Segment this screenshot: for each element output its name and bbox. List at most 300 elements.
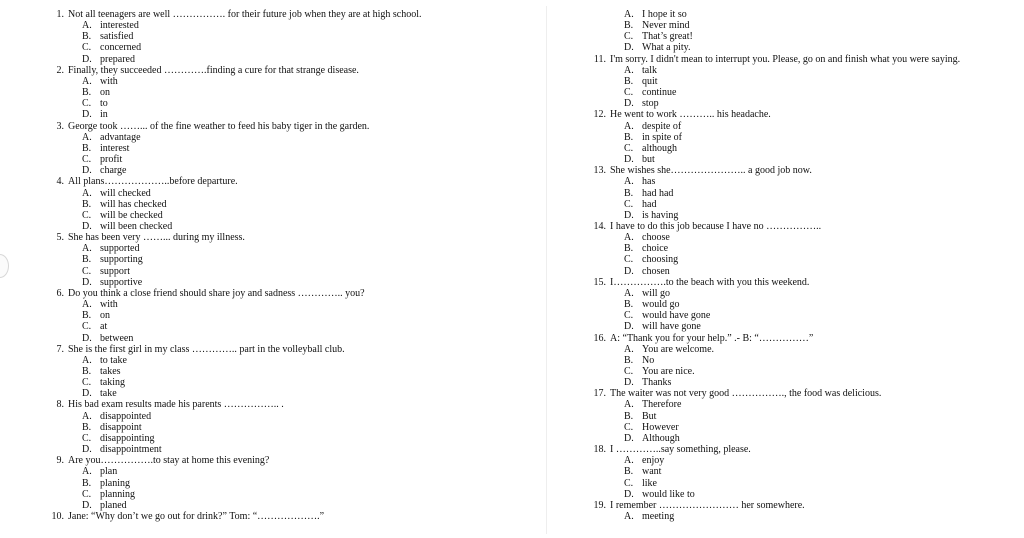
option-text: interest [100,142,130,154]
option-text: You are nice. [642,366,695,377]
question-stem [578,277,1018,288]
question-number: 8. [56,399,64,411]
options-list [578,399,1018,444]
option-text: planing [100,477,130,489]
option-letter: D. [82,276,92,288]
option-letter: A. [82,299,92,311]
question-number: 6. [56,287,64,299]
option-c[interactable] [578,87,1018,98]
question-stem [36,176,506,187]
option-text: Although [642,432,680,444]
option-a[interactable] [578,455,1018,466]
option-c[interactable] [578,366,1018,377]
option-c[interactable] [36,433,506,444]
question-stem [36,344,506,355]
option-letter: A. [82,20,92,32]
options-list [578,511,1018,522]
option-a[interactable] [36,132,506,143]
options-list [36,355,506,400]
question-4 [36,176,506,232]
options-list [36,243,506,288]
question-stem [578,500,1018,511]
option-letter: A. [624,176,634,188]
option-text: had had [642,187,674,199]
option-text: will has checked [100,198,167,210]
option-d[interactable] [578,321,1018,332]
option-d[interactable] [578,98,1018,109]
option-b[interactable] [578,411,1018,422]
option-letter: A. [82,354,92,366]
option-text: interested [100,20,139,32]
option-text: However [642,421,679,433]
question-11 [578,54,1018,110]
option-text: had [642,198,657,210]
question-stem [578,444,1018,455]
option-letter: A. [624,511,634,523]
option-letter: C. [82,432,92,444]
option-d[interactable] [36,333,506,344]
option-text: despite of [642,120,682,132]
option-b[interactable] [578,132,1018,143]
option-d[interactable] [578,154,1018,165]
option-text: with [100,75,118,87]
option-text: on [100,310,110,322]
option-d[interactable] [36,221,506,232]
option-letter: A. [624,64,634,76]
option-letter: D. [624,98,634,110]
question-14 [578,221,1018,277]
page-divider [546,6,547,534]
option-letter: C. [624,477,634,489]
options-list [36,299,506,344]
option-letter: D. [624,154,634,166]
option-letter: A. [624,9,634,20]
option-letter: D. [82,499,92,511]
option-letter: C. [82,321,92,333]
question-text: I …………..say something, please. [610,444,751,456]
option-letter: C. [624,198,634,210]
options-list [578,232,1018,277]
option-text: takes [100,366,121,377]
question-5 [36,232,506,288]
question-7 [36,344,506,400]
option-letter: D. [82,444,92,456]
question-12 [578,109,1018,165]
option-b[interactable] [36,254,506,265]
option-letter: B. [624,354,634,366]
option-text: like [642,477,657,489]
option-text: choice [642,243,669,255]
question-stem [36,121,506,132]
option-text: I hope it so [642,9,687,20]
question-number: 9. [56,455,64,467]
option-letter: D. [624,488,634,500]
question-number: 4. [56,176,64,188]
option-text: would have gone [642,310,711,322]
option-text: disappointed [100,410,152,422]
question-number: 18. [593,444,606,456]
edge-tab[interactable] [0,254,9,278]
question-text: She has been very ……... during my illness. [68,232,245,244]
option-text: concerned [100,42,142,54]
question-text: I have to do this job because I have no …………….. [610,220,822,232]
question-1 [36,9,506,65]
option-text: Therefore [642,399,682,411]
right-column [578,9,1018,522]
question-9 [36,455,506,511]
option-a[interactable] [36,299,506,310]
option-c[interactable] [578,254,1018,265]
option-d[interactable] [578,377,1018,388]
option-letter: D. [82,165,92,177]
option-b[interactable] [36,422,506,433]
option-c[interactable] [578,31,1018,42]
options-list [578,176,1018,221]
option-letter: C. [82,98,92,110]
question-stem [36,232,506,243]
option-c[interactable] [36,98,506,109]
option-b[interactable] [578,76,1018,87]
option-d[interactable] [578,433,1018,444]
option-d[interactable] [578,266,1018,277]
option-c[interactable] [578,199,1018,210]
option-a[interactable] [36,188,506,199]
option-text: charge [100,165,127,177]
option-b[interactable] [36,143,506,154]
option-b[interactable] [578,188,1018,199]
option-c[interactable] [578,310,1018,321]
option-text: although [642,142,677,154]
option-text: planning [100,488,135,500]
option-letter: C. [624,142,634,154]
option-c[interactable] [36,42,506,53]
question-text: I…………….to the beach with you this weekend. [610,276,810,288]
question-text: Are you…………….to stay at home this evening? [68,455,270,467]
question-number: 19. [593,499,606,511]
left-column [36,9,506,522]
option-letter: B. [82,366,92,377]
option-letter: A. [82,466,92,478]
option-c[interactable] [36,321,506,332]
option-c[interactable] [36,210,506,221]
options-list [578,344,1018,389]
option-letter: D. [624,432,634,444]
option-letter: D. [624,265,634,277]
option-text: satisfied [100,31,134,43]
question-text: His bad exam results made his parents …………….. . [68,399,284,411]
option-text: That’s great! [642,31,693,43]
option-letter: A. [624,343,634,355]
option-a[interactable] [578,232,1018,243]
option-letter: A. [82,75,92,87]
option-letter: A. [82,243,92,255]
option-a[interactable] [36,76,506,87]
option-b[interactable] [578,20,1018,31]
option-text: Thanks [642,377,672,389]
question-text: George took ……... of the fine weather to feed his baby tiger in the garden. [68,120,370,132]
options-list [36,132,506,177]
option-d[interactable] [36,500,506,511]
option-a[interactable] [36,355,506,366]
option-text: disappointment [100,444,162,456]
option-text: planed [100,499,127,511]
option-text: quit [642,75,658,87]
question-18 [578,444,1018,500]
option-text: choose [642,232,670,244]
question-text: Jane: “Why don’t we go out for drink?” Tom: “……………….” [68,511,325,523]
option-text: profit [100,154,123,166]
option-letter: A. [624,399,634,411]
option-text: No [642,354,655,366]
question-stem [578,165,1018,176]
question-number: 15. [593,276,606,288]
option-a[interactable] [578,288,1018,299]
options-list [578,455,1018,500]
option-letter: C. [624,254,634,266]
question-13 [578,165,1018,221]
option-letter: B. [82,87,92,99]
option-letter: B. [82,198,92,210]
question-3 [36,121,506,177]
option-text: at [100,321,108,333]
option-text: prepared [100,53,135,65]
question-text: She wishes she………………….. a good job now. [610,165,812,177]
option-letter: B. [82,477,92,489]
question-number: 13. [593,165,606,177]
option-letter: D. [82,388,92,400]
option-text: continue [642,87,677,99]
option-letter: C. [624,310,634,322]
option-text: will go [642,287,671,299]
options-list [578,9,1018,54]
option-letter: C. [624,31,634,43]
question-number: 17. [593,388,606,400]
option-b[interactable] [578,355,1018,366]
option-d[interactable] [36,54,506,65]
question-stem [36,65,506,76]
option-c[interactable] [36,489,506,500]
option-letter: B. [624,243,634,255]
option-text: to [100,98,108,110]
option-letter: B. [624,75,634,87]
option-letter: A. [624,287,634,299]
option-text: choosing [642,254,679,266]
option-text: Never mind [642,20,690,32]
option-text: in [100,109,108,121]
option-letter: A. [82,410,92,422]
option-letter: B. [624,187,634,199]
option-letter: B. [82,31,92,43]
options-list [36,76,506,121]
option-b[interactable] [36,366,506,377]
question-16 [578,333,1018,389]
option-d[interactable] [578,42,1018,53]
option-text: supportive [100,276,143,288]
option-a[interactable] [578,176,1018,187]
option-letter: C. [82,42,92,54]
option-a[interactable] [36,243,506,254]
option-text: will be checked [100,209,163,221]
option-letter: B. [624,131,634,143]
option-d[interactable] [36,444,506,455]
option-a[interactable] [578,65,1018,76]
question-text: All plans………………..before departure. [68,176,238,188]
option-letter: C. [82,209,92,221]
option-text: between [100,332,134,344]
question-17 [578,388,1018,444]
question-stem [36,455,506,466]
option-text: would like to [642,488,695,500]
option-text: talk [642,64,657,76]
option-text: chosen [642,265,670,277]
option-d[interactable] [578,210,1018,221]
option-text: supporting [100,254,143,266]
option-d[interactable] [36,109,506,120]
option-text: disappoint [100,421,142,433]
option-letter: A. [624,232,634,244]
option-text: will have gone [642,321,701,333]
option-letter: A. [624,455,634,467]
option-d[interactable] [36,165,506,176]
option-text: is having [642,209,679,221]
question-number: 16. [593,332,606,344]
option-letter: D. [624,42,634,54]
option-letter: B. [82,421,92,433]
option-text: to take [100,354,127,366]
options-list [36,466,506,511]
option-text: will checked [100,187,151,199]
option-text: disappointing [100,432,155,444]
question-stem [578,54,1018,65]
option-text: with [100,299,118,311]
question-stem [578,221,1018,232]
question-text: I'm sorry. I didn't mean to interrupt you. Please, go on and finish what you were saying. [610,53,961,65]
question-2 [36,65,506,121]
question-text: Finally, they succeeded ………….finding a cure for that strange disease. [68,64,359,76]
option-a[interactable] [36,20,506,31]
option-text: want [642,466,662,478]
option-letter: B. [624,410,634,422]
option-letter: B. [82,254,92,266]
question-text: I remember …………………… her somewhere. [610,499,805,511]
question-19 [578,500,1018,522]
options-list [578,65,1018,110]
option-a[interactable] [578,399,1018,410]
question-stem [578,388,1018,399]
option-text: take [100,388,117,400]
option-b[interactable] [578,299,1018,310]
question-number: 11. [593,53,606,65]
option-letter: C. [82,265,92,277]
question-text: She is the first girl in my class ………….. part in the volleyball club. [68,343,345,355]
option-c[interactable] [578,143,1018,154]
option-letter: D. [624,321,634,333]
options-list [578,288,1018,333]
option-c[interactable] [578,422,1018,433]
option-b[interactable] [578,466,1018,477]
option-letter: A. [82,131,92,143]
option-text: stop [642,98,659,110]
option-text: You are welcome. [642,343,715,355]
option-letter: C. [624,421,634,433]
option-a[interactable] [36,466,506,477]
option-d[interactable] [578,489,1018,500]
option-text: support [100,265,130,277]
question-6 [36,288,506,344]
option-letter: B. [82,142,92,154]
option-b[interactable] [36,478,506,489]
question-number: 2. [56,64,64,76]
option-c[interactable] [36,377,506,388]
option-text: in spite of [642,131,682,143]
option-a[interactable] [36,411,506,422]
question-10 [36,511,506,522]
question-text: Not all teenagers are well ……………. for their future job when they are at high school. [68,9,422,20]
options-list [36,411,506,456]
option-letter: B. [624,299,634,311]
option-letter: A. [624,120,634,132]
question-text: The waiter was not very good ……………., the food was delicious. [610,388,882,400]
option-a[interactable] [578,121,1018,132]
option-text: advantage [100,131,141,143]
option-b[interactable] [36,310,506,321]
option-letter: B. [624,20,634,32]
question-15 [578,277,1018,333]
question-stem [578,109,1018,120]
question-stem [36,288,506,299]
question-number: 1. [56,9,64,20]
option-letter: D. [624,377,634,389]
option-letter: B. [624,466,634,478]
option-b[interactable] [36,199,506,210]
option-a[interactable] [578,511,1018,522]
question-number: 12. [593,109,606,121]
option-text: enjoy [642,455,665,467]
option-letter: D. [82,220,92,232]
option-c[interactable] [36,266,506,277]
option-text: supported [100,243,140,255]
option-text: taking [100,377,125,389]
option-letter: D. [82,332,92,344]
option-letter: D. [82,53,92,65]
option-b[interactable] [36,87,506,98]
option-c[interactable] [578,478,1018,489]
option-text: will been checked [100,220,173,232]
option-b[interactable] [578,243,1018,254]
question-number: 10. [51,511,64,523]
option-text: but [642,154,655,166]
question-stem [36,9,506,20]
question-number: 14. [593,220,606,232]
option-text: But [642,410,657,422]
option-d[interactable] [36,388,506,399]
option-b[interactable] [36,31,506,42]
option-a[interactable] [578,9,1018,20]
option-text: meeting [642,511,675,523]
option-a[interactable] [578,344,1018,355]
question-stem [36,399,506,410]
question-8 [36,399,506,455]
option-c[interactable] [36,154,506,165]
option-text: on [100,87,110,99]
option-d[interactable] [36,277,506,288]
question-number: 5. [56,232,64,244]
option-letter: A. [82,187,92,199]
options-list [36,188,506,233]
question-text: Do you think a close friend should share joy and sadness ………….. you? [68,287,365,299]
option-letter: C. [82,377,92,389]
option-text: What a pity. [642,42,691,54]
